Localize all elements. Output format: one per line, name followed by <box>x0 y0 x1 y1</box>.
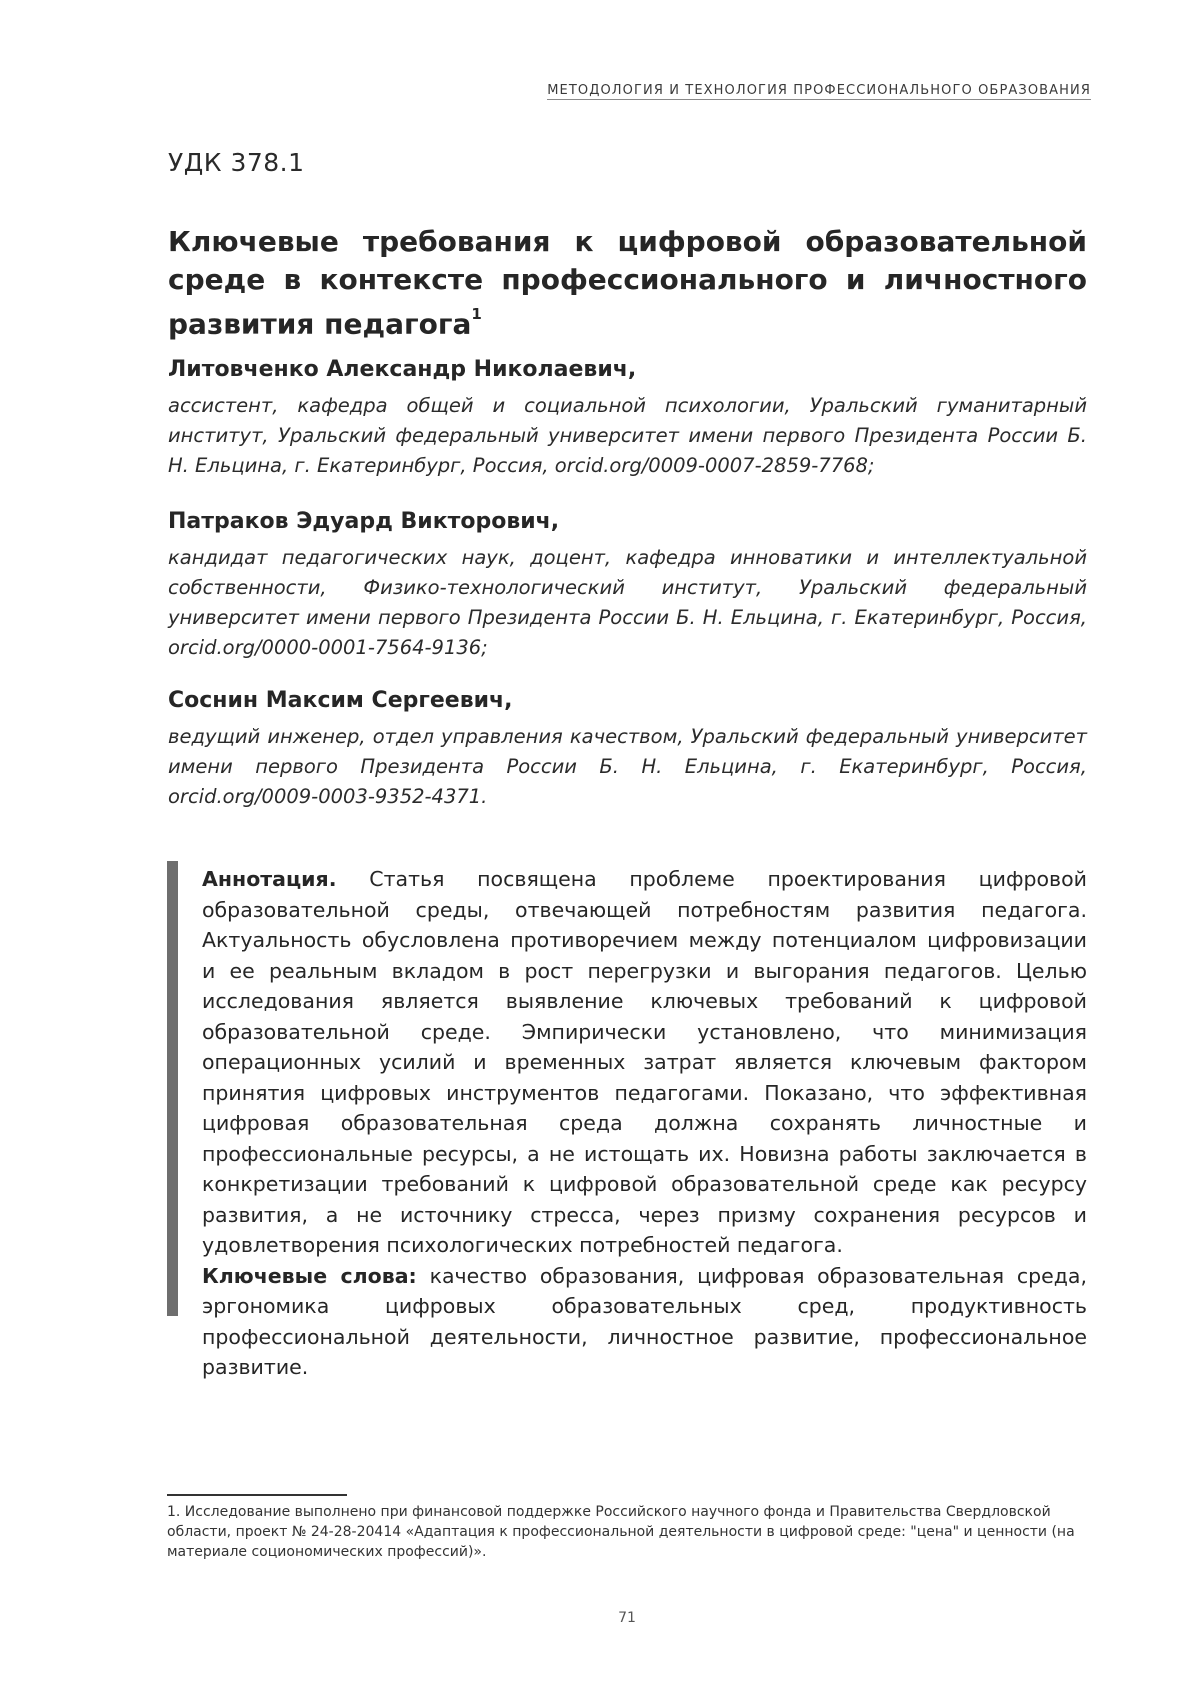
footnote-mark: 1 <box>471 305 482 323</box>
author-name: Соснин Максим Сергеевич, <box>168 688 513 713</box>
udk-code: УДК 378.1 <box>168 148 305 177</box>
author-block <box>168 686 1087 812</box>
article-title-text: Ключевые требования к цифровой образовательной среде в контексте профессионального и личностного развития педагога <box>168 225 1087 341</box>
author-name: Патраков Эдуард Викторович, <box>168 509 560 534</box>
article-title <box>168 223 1087 343</box>
abstract-block <box>202 864 1087 1383</box>
running-header: МЕТОДОЛОГИЯ И ТЕХНОЛОГИЯ ПРОФЕССИОНАЛЬНОГО ОБРАЗОВАНИЯ <box>547 83 1091 98</box>
footnote-divider <box>167 1494 347 1496</box>
keywords-label: Ключевые слова: <box>202 1263 417 1288</box>
abstract-label: Аннотация. <box>202 867 337 891</box>
author-block <box>168 507 1087 663</box>
abstract-text: Статья посвящена проблеме проектирования цифровой образовательной среды, отвечающей потребностям развития педагога. Актуальность обусловлена противоречием между потенциалом цифровизации и ее реальным вкладом в рост перегрузки и выгорания педагогов. Целью исследования является выявление ключевых требований к цифровой образовательной среде. Эмпирически установлено, что минимизация операционных усилий и временных затрат является ключевым фактором принятия цифровых инструментов педагогами. Показано, что эффективная цифровая образовательная среда должна сохранять личностные и профессиональные ресурсы, а не истощать их. Новизна работы заключается в конкретизации требований к цифровой образовательной среде как ресурсу развития, а не источнику стресса, через призму сохранения ресурсов и удовлетворения психологических потребностей педагога. <box>202 867 1087 1257</box>
page-number: 71 <box>618 1610 636 1626</box>
author-name: Литовченко Александр Николаевич, <box>168 357 637 382</box>
author-affiliation: ассистент, кафедра общей и социальной психологии, Уральский гуманитарный институт, Уральский федеральный университет имени первого Президента России Б. Н. Ельцина, г. Екатеринбург, Россия, orcid.org/0009-0007-2859-7768; <box>168 394 1087 477</box>
abstract-accent-bar <box>167 861 178 1316</box>
author-block <box>168 355 1087 481</box>
author-affiliation: кандидат педагогических наук, доцент, кафедра инноватики и интеллектуальной собственности, Физико-технологический институт, Уральский федеральный университет имени первого Президента России Б. Н. Ельцина, г. Екатеринбург, Россия, orcid.org/0000-0001-7564-9136; <box>168 546 1087 659</box>
author-affiliation: ведущий инженер, отдел управления качеством, Уральский федеральный университет имени первого Президента России Б. Н. Ельцина, г. Екатеринбург, Россия, orcid.org/0009-0003-9352-4371. <box>168 725 1087 808</box>
footnote: 1. Исследование выполнено при финансовой поддержке Российского научного фонда и Правительства Свердловской области, проект № 24-28-20414 «Адаптация к профессиональной деятельности в цифровой среде: "цена" и ценности (на материале социономических профессий)». <box>167 1504 1075 1560</box>
keywords-text: качество образования, цифровая образовательная среда, эргономика цифровых образовательных сред, продуктивность профессиональной деятельности, личностное развитие, профессиональное развитие. <box>202 1263 1088 1379</box>
